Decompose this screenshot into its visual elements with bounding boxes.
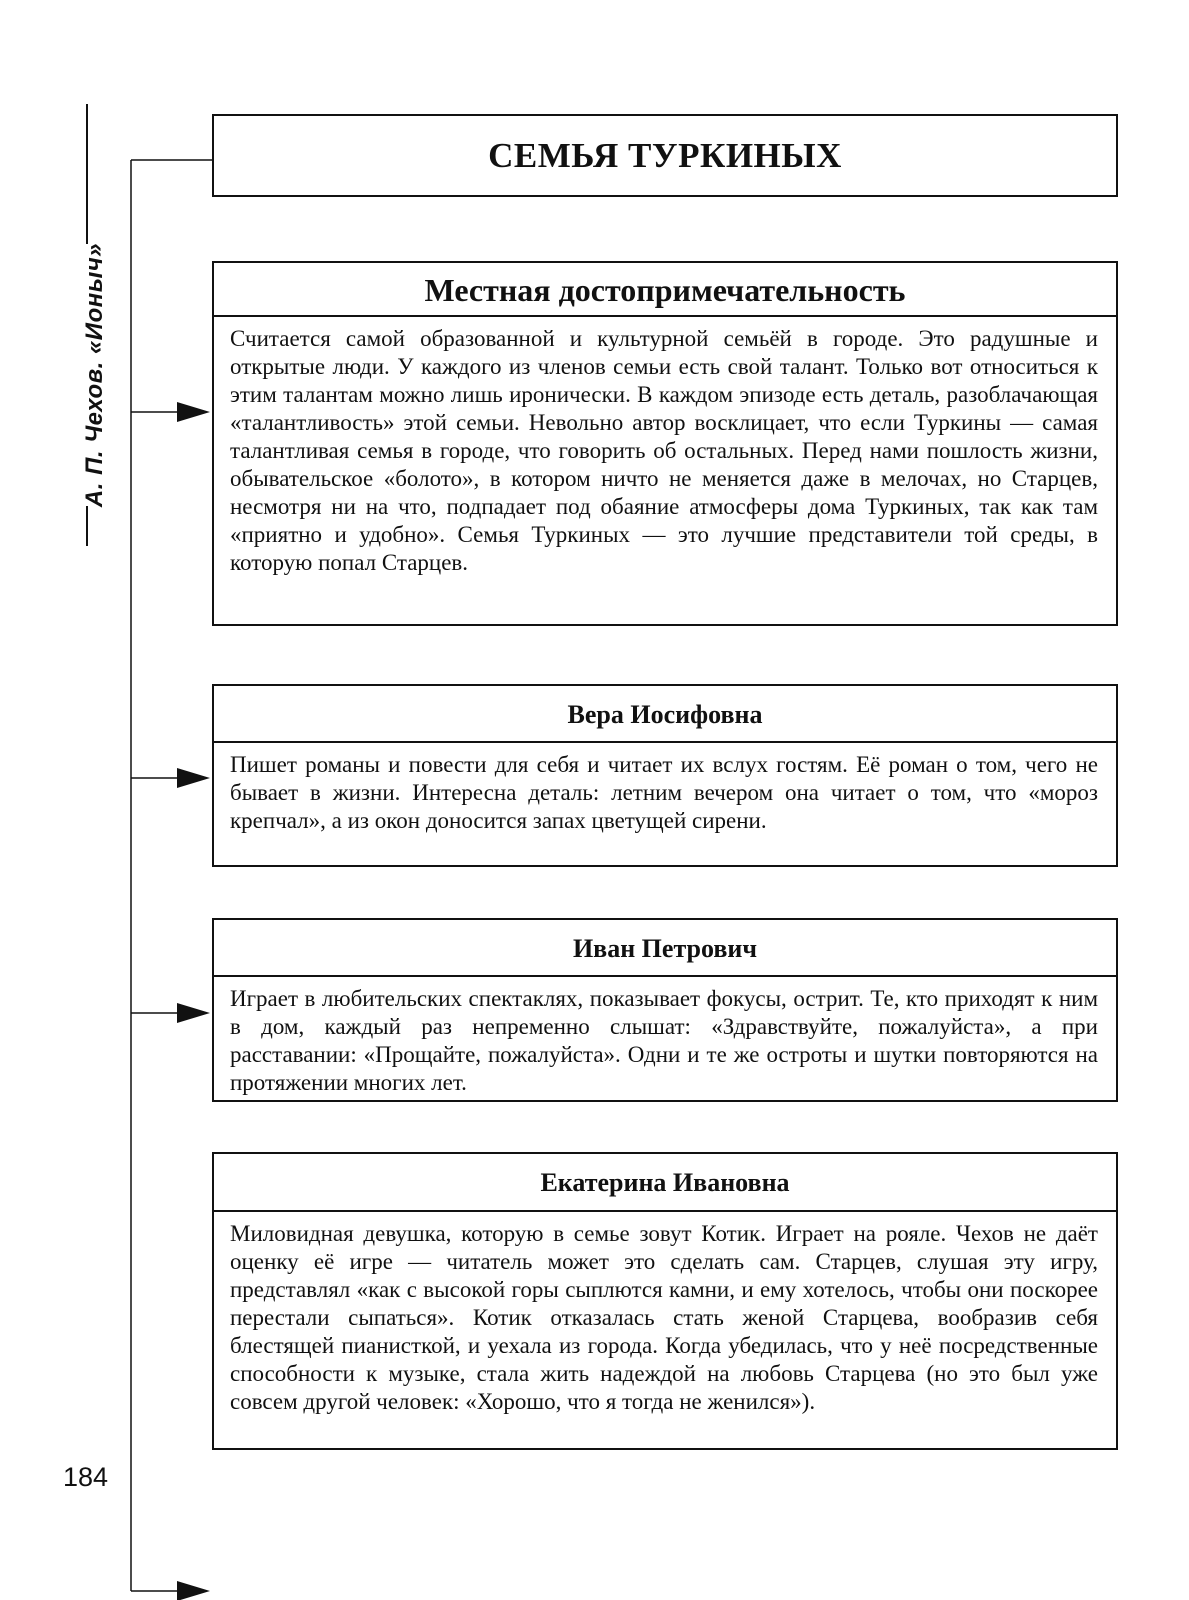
section-text: Пишет романы и повести для себя и читает их вслух гостям. Её роман о том, чего не бывает в жизни. Интересна деталь: летним вечером она читает о том, что «мороз крепчал», а из окон доносится запах цветущей сирени.: [230, 752, 1098, 833]
running-header-text: А. П. Чехов. «Ионыч»: [81, 242, 108, 508]
arrow-head-icon: [177, 768, 210, 788]
section-box-attraction: [212, 261, 1118, 626]
section-heading: Иван Петрович: [214, 920, 1116, 977]
section-heading: Вера Иосифовна: [214, 686, 1116, 743]
section-heading: Местная достопримечательность: [214, 263, 1116, 317]
running-header-rule: [86, 506, 88, 546]
section-box-ivan: [212, 918, 1118, 1102]
page-number: 184: [63, 1462, 109, 1492]
section-text: Играет в любительских спектаклях, показывает фокусы, острит. Те, кто приходят к ним в дом, каждый раз непременно слышат: «Здравствуйте, пожалуйста», а при расставании: «Прощайте, пожалуйста». Одни и те же остроты и шутки повторяются на протяжении многих лет.: [230, 986, 1098, 1095]
title-box: [212, 114, 1118, 197]
arrow-head-icon: [177, 1003, 210, 1023]
arrow-head-icon: [177, 1581, 210, 1600]
section-box-vera: [212, 684, 1118, 867]
section-text: Считается самой образованной и культурной семьёй в городе. Это радушные и открытые люди. У каждого из членов семьи есть свой талант. Только вот относиться к этим талантам можно лишь иронически. В каждом эпизоде есть деталь, разоблачающая «талантливость» этой семьи. Невольно автор восклицает, что если Туркины — самая талантливая семья в городе, что говорить об остальных. Перед нами пошлость жизни, обывательское «болото», в котором ничто не меняется даже в мелочах, но Старцев, несмотря ни на что, подпадает под обаяние атмосферы дома Туркиных, так как там «приятно и удобно». Семья Туркиных — это лучшие представители той среды, в которую попал Старцев.: [230, 326, 1098, 575]
section-text: Миловидная девушка, которую в семье зовут Котик. Играет на рояле. Чехов не даёт оценку её игре — читатель может это сделать сам. Старцев, слушая эту игру, представлял «как с высокой горы сыплются камни, и ему хотелось, чтобы они поскорее перестали сыпаться». Котик отказалась стать женой Старцева, вообразив себя блестящей пианисткой, и уехала из города. Когда убедилась, что у неё посредственные способности к музыке, стала жить надеждой на любовь Старцева (но это был уже совсем другой человек: «Хорошо, что я тогда не женился»).: [230, 1221, 1098, 1414]
running-header-rule: [86, 104, 88, 244]
section-box-ekaterina: [212, 1152, 1118, 1450]
section-heading: Екатерина Ивановна: [214, 1154, 1116, 1212]
arrow-head-icon: [177, 402, 210, 422]
page-title: СЕМЬЯ ТУРКИНЫХ: [488, 135, 842, 175]
